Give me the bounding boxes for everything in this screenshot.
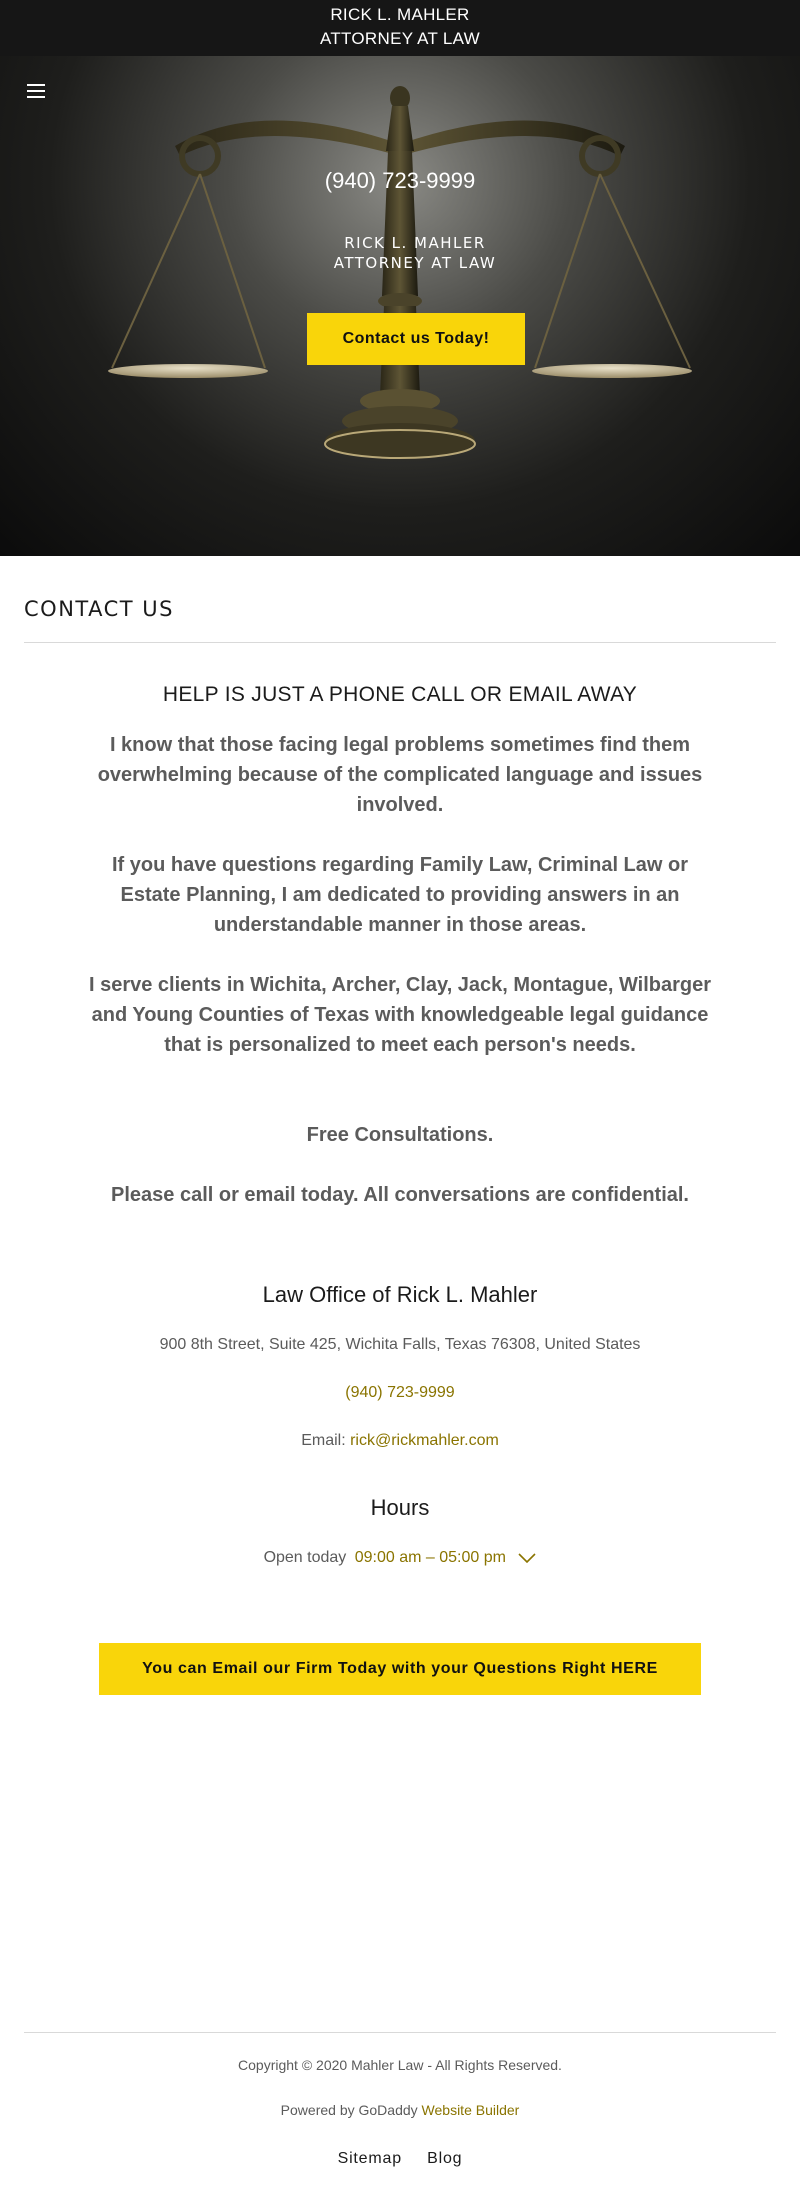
footer-link-blog[interactable]: Blog bbox=[427, 2150, 463, 2167]
section-divider bbox=[24, 642, 776, 643]
hero-phone-text[interactable]: (940) 723-9999 bbox=[324, 168, 476, 193]
hamburger-menu-icon[interactable] bbox=[27, 84, 45, 98]
contact-paragraph-1: I know that those facing legal problems sometimes find them overwhelming because of the complicated language and issues involved. bbox=[97, 734, 703, 816]
office-email-row bbox=[0, 1432, 800, 1450]
office-phone-link[interactable]: (940) 723-9999 bbox=[345, 1384, 455, 1401]
hero-tagline bbox=[315, 233, 515, 273]
email-firm-button[interactable]: You can Email our Firm Today with your Questions Right HERE bbox=[99, 1643, 701, 1695]
hours-row[interactable] bbox=[0, 1549, 800, 1567]
hours-label: Open today bbox=[263, 1549, 347, 1566]
contact-paragraph-5: Please call or email today. All conversations are confidential. bbox=[111, 1184, 689, 1206]
section-title: CONTACT US bbox=[24, 597, 174, 621]
header-title: ATTORNEY AT LAW bbox=[319, 29, 481, 48]
contact-paragraph-4: Free Consultations. bbox=[306, 1124, 494, 1146]
footer-link-sitemap[interactable]: Sitemap bbox=[337, 2150, 402, 2167]
scales-of-justice-image bbox=[0, 56, 800, 556]
hero-section bbox=[0, 56, 800, 556]
contact-us-button[interactable]: Contact us Today! bbox=[307, 313, 525, 365]
website-builder-link[interactable]: Website Builder bbox=[421, 2102, 520, 2118]
powered-prefix: Powered by GoDaddy bbox=[280, 2102, 418, 2118]
hero-name-text: RICK L. MAHLER bbox=[344, 234, 486, 252]
footer-divider bbox=[24, 2032, 776, 2033]
hero-title-text: ATTORNEY AT LAW bbox=[333, 254, 497, 272]
office-address: 900 8th Street, Suite 425, Wichita Falls, Texas 76308, United States bbox=[159, 1336, 641, 1353]
office-phone-row bbox=[0, 1384, 800, 1402]
email-link[interactable]: rick@rickmahler.com bbox=[350, 1432, 499, 1449]
footer-powered bbox=[0, 2102, 800, 2118]
site-header bbox=[0, 0, 800, 56]
hours-value[interactable]: 09:00 am – 05:00 pm bbox=[354, 1549, 506, 1566]
hours-title: Hours bbox=[370, 1495, 430, 1520]
contact-paragraph-3: I serve clients in Wichita, Archer, Clay, Jack, Montague, Wilbarger and Young Counties of Texas with knowledgeable legal guidance that is personalized to meet each person's needs. bbox=[88, 974, 712, 1056]
hero-phone-link[interactable] bbox=[0, 168, 800, 194]
office-name: Law Office of Rick L. Mahler bbox=[262, 1282, 538, 1307]
header-name: RICK L. MAHLER bbox=[330, 5, 470, 24]
footer-nav bbox=[0, 2150, 800, 2168]
contact-paragraph-2: If you have questions regarding Family Law, Criminal Law or Estate Planning, I am dedicated to providing answers in an understandable manner in those areas. bbox=[111, 854, 689, 936]
help-heading: HELP IS JUST A PHONE CALL OR EMAIL AWAY bbox=[162, 683, 638, 706]
footer-copyright: Copyright © 2020 Mahler Law - All Rights Reserved. bbox=[238, 2057, 562, 2073]
email-label: Email: bbox=[301, 1432, 346, 1449]
chevron-down-icon[interactable] bbox=[518, 1553, 536, 1563]
